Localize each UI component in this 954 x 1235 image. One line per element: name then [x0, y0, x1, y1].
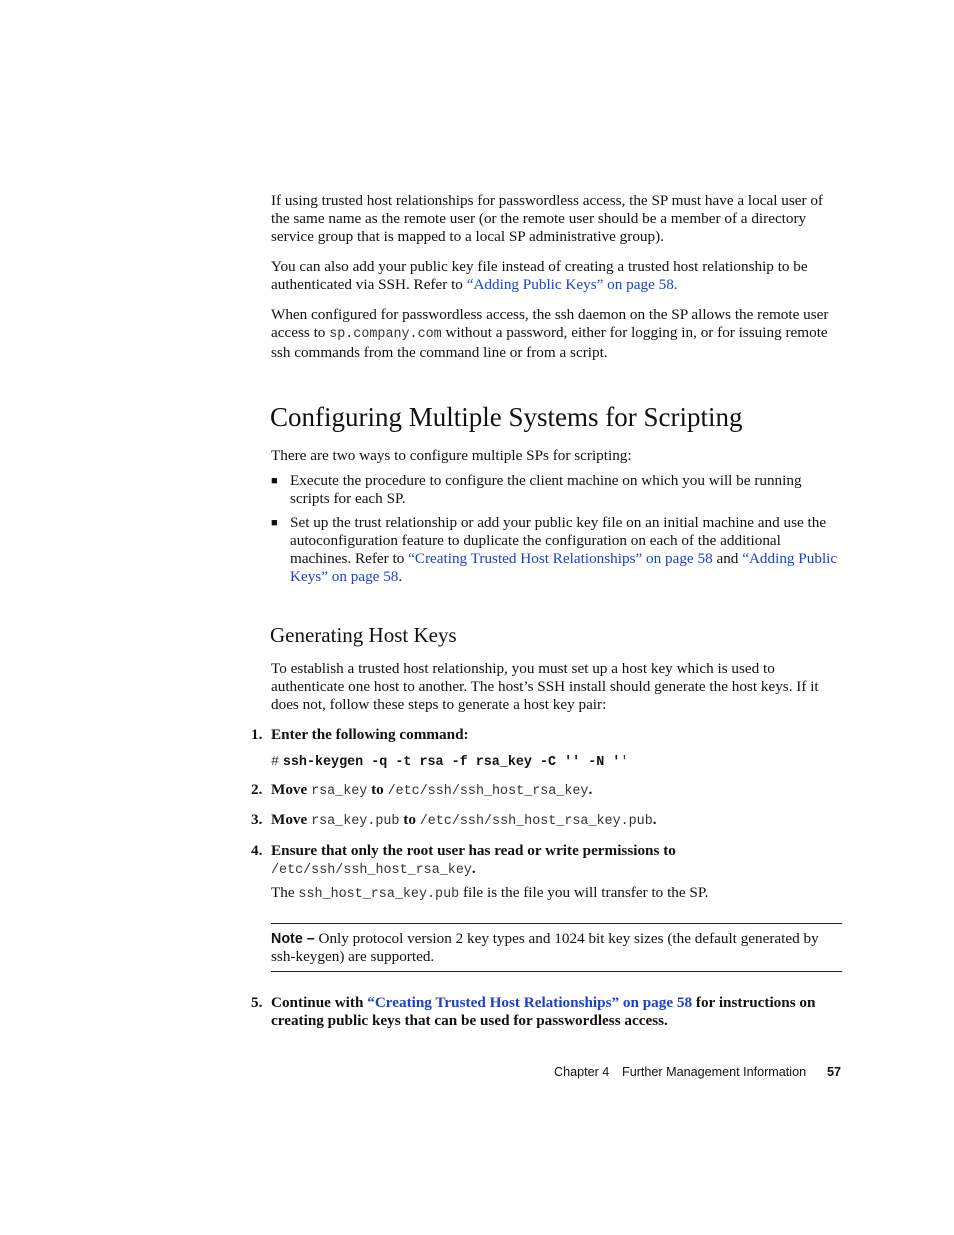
step-4-end: .	[471, 860, 476, 877]
footer-page-number: 57	[827, 1065, 842, 1079]
bullet-marker-2: ■	[271, 517, 278, 529]
step-2-number: 2.	[251, 781, 263, 798]
bullet-item-2-end: .	[398, 568, 403, 585]
keygen-command	[271, 752, 628, 772]
step-2-src: rsa_key	[311, 784, 368, 799]
subsection-lead: To establish a trusted host relationship, you must set up a host key which is used to authenticate one host to another. The host’s SSH install should generate the host keys. If it does not, follow these steps to generate a host key pair:	[271, 660, 819, 713]
footer-chapter: Chapter 4	[554, 1065, 610, 1079]
creating-trusted-host-link-2[interactable]: “Creating Trusted Host Relationships” on page 58	[367, 994, 693, 1011]
step-4-followup-before: The	[271, 884, 299, 901]
section-lead: There are two ways to configure multiple SPs for scripting:	[271, 447, 632, 464]
step-3-move: Move	[271, 811, 308, 828]
command-tail: '	[620, 755, 629, 770]
step-4-instruction: Ensure that only the root user has read or write permissions to	[271, 842, 676, 859]
intro-paragraph-2	[271, 258, 842, 294]
bullet-item-2-mid: and	[712, 550, 743, 567]
command-prompt: #	[271, 755, 280, 770]
adding-public-keys-link[interactable]: “Adding Public Keys” on page 58.	[466, 276, 678, 293]
step-4-followup-code: ssh_host_rsa_key.pub	[298, 887, 460, 902]
bullet-item-2	[290, 514, 842, 586]
step-2-to: to	[371, 781, 384, 798]
note-label: Note –	[271, 931, 315, 947]
step-3-to: to	[403, 811, 416, 828]
intro-paragraph-3	[271, 306, 842, 362]
step-4-number: 4.	[251, 842, 263, 859]
step-4-text	[271, 842, 842, 880]
step-5-number: 5.	[251, 994, 263, 1011]
step-3-number: 3.	[251, 811, 263, 828]
step-5-after: for instructions on creating public keys that can be used for passwordless access.	[271, 994, 816, 1029]
step-2-dst: /etc/ssh/ssh_host_rsa_key	[387, 784, 589, 799]
step-3-text	[271, 811, 842, 831]
step-4-followup	[271, 884, 842, 904]
hostname-code: sp.company.com	[329, 327, 442, 342]
step-2-move: Move	[271, 781, 308, 798]
step-4-path: /etc/ssh/ssh_host_rsa_key	[271, 863, 472, 878]
command-text: ssh-keygen -q -t rsa -f rsa_key -C '' -N '	[282, 755, 621, 770]
step-5-text	[271, 994, 842, 1030]
footer-chapter-title: Further Management Information	[622, 1065, 807, 1079]
step-3-dst: /etc/ssh/ssh_host_rsa_key.pub	[419, 814, 653, 829]
bullet-item-2-text: Set up the trust relationship or add your public key file on an initial machine and use the autoconfiguration feature to duplicate the configuration on each of the additional machines. Refer to	[290, 514, 827, 567]
step-1-text: Enter the following command:	[271, 726, 469, 743]
bullet-item-1: Execute the procedure to configure the client machine on which you will be running scripts for each SP.	[290, 472, 802, 507]
note-top-rule	[271, 923, 842, 924]
bullet-marker-1: ■	[271, 475, 278, 487]
note-box	[271, 930, 842, 966]
intro-paragraph-3-before: When configured for passwordless access, the ssh daemon on the SP allows the remote user access to	[271, 306, 829, 341]
subsection-title: Generating Host Keys	[270, 623, 457, 647]
intro-paragraph-1: If using trusted host relationships for passwordless access, the SP must have a local user of the same name as the remote user (or the remote user should be a member of a directory service group that is mapped to a local SP administrative group).	[271, 192, 823, 245]
step-2-end: .	[588, 781, 593, 798]
step-3-src: rsa_key.pub	[311, 814, 400, 829]
step-5-before: Continue with	[271, 994, 368, 1011]
step-1-number: 1.	[251, 726, 263, 743]
creating-trusted-host-link[interactable]: “Creating Trusted Host Relationships” on page 58	[408, 550, 713, 567]
intro-paragraph-3-after: without a password, either for logging in, or for issuing remote ssh commands from the command line or from a script.	[271, 324, 828, 361]
section-title: Configuring Multiple Systems for Scripting	[270, 402, 743, 432]
step-2-text	[271, 781, 842, 801]
note-text: Only protocol version 2 key types and 1024 bit key sizes (the default generated by ssh-keygen) are supported.	[271, 930, 819, 965]
note-bottom-rule	[271, 971, 842, 972]
step-3-end: .	[652, 811, 657, 828]
step-4-followup-after: file is the file you will transfer to the SP.	[459, 884, 709, 901]
adding-public-keys-link-2[interactable]: “Adding Public Keys” on page 58	[290, 550, 838, 585]
intro-paragraph-2-text: You can also add your public key file instead of creating a trusted host relationship to be authenticated via SSH. Refer to	[271, 258, 808, 293]
